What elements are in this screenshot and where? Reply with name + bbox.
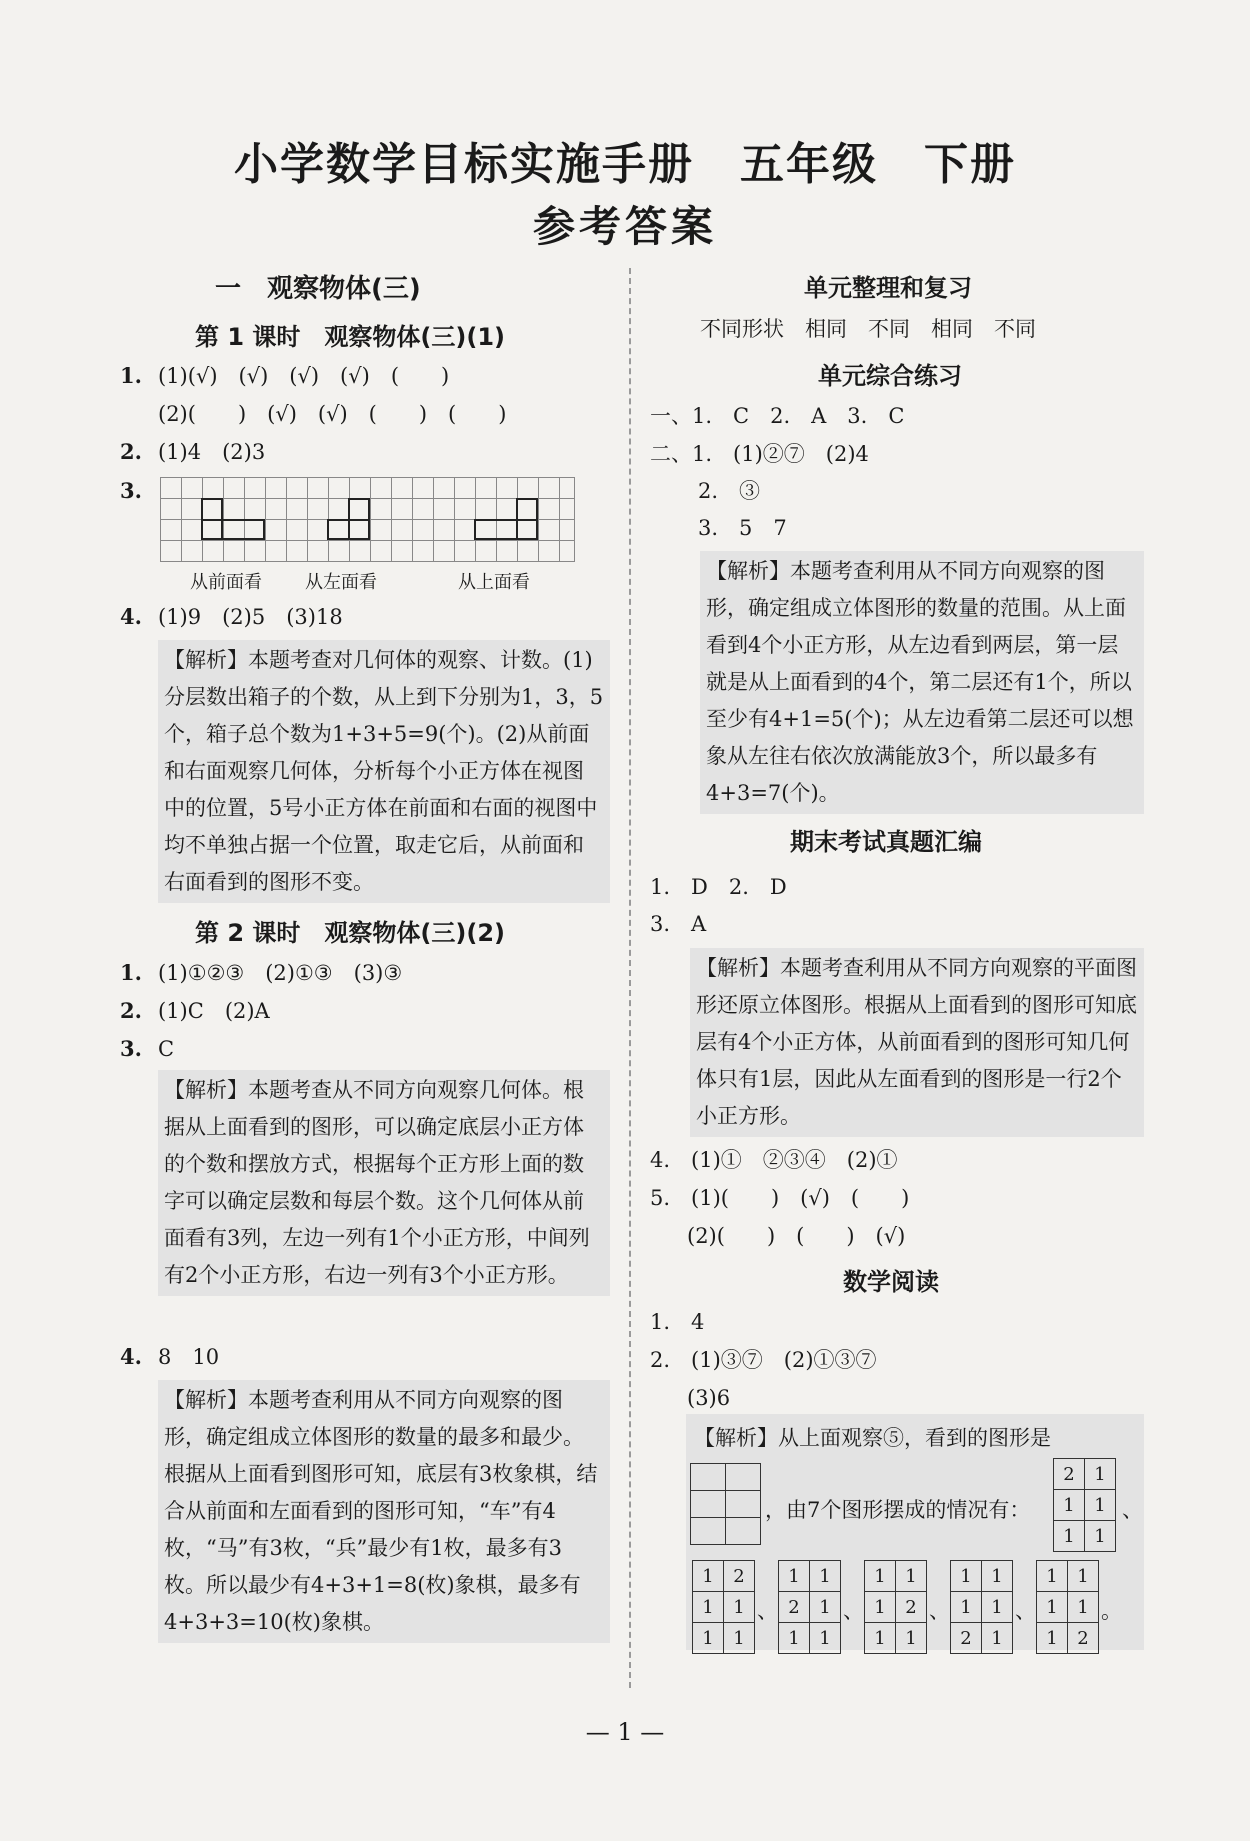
grid-3-cell: 1 <box>865 1592 896 1623</box>
grid-3-cell: 1 <box>896 1561 927 1592</box>
l1-q4-answer: (1)9 (2)5 (3)18 <box>158 605 343 629</box>
grid-5-cell: 1 <box>1037 1592 1068 1623</box>
arrangement-grid-1 <box>692 1560 755 1654</box>
grid-1-cell: 1 <box>724 1623 755 1654</box>
l1-q4-explanation: 【解析】本题考查对几何体的观察、计数。(1)分层数出箱子的个数，从上到下分别为1，3，5个，箱子总个数为1+3+5=9(个)。(2)从前面和右面观察几何体，分析每个小正方体在视图中的位置，5号小正方体在前面和右面的视图中均不单独占据一个位置，取走它后，从前面和右面看到的图形不变。 <box>158 640 610 903</box>
grid-3-cell: 1 <box>896 1623 927 1654</box>
grid-main-cell: 1 <box>1085 1490 1116 1521</box>
reading-q2: 2. (1)③⑦ (2)①③⑦ <box>650 1348 877 1372</box>
grid-separator-4: 、 <box>1015 1599 1036 1623</box>
lesson2-title: 第 2 课时 观察物体(三)(2) <box>195 919 505 947</box>
grid-4-cell: 1 <box>982 1623 1013 1654</box>
l2-q3-explanation: 【解析】本题考查从不同方向观察几何体。根据从上面看到的图形，可以确定底层小正方体的个数和摆放方式，根据每个正方形上面的数字可以确定层数和每层个数。这个几何体从前面看有3列，左边一列有1个小正方形，中间列有2个小正方形，右边一列有3个小正方形。 <box>158 1070 610 1296</box>
grid-main-cell: 1 <box>1085 1459 1116 1490</box>
page-number: — 1 — <box>585 1718 665 1746</box>
grid-main-cell: 1 <box>1054 1521 1085 1552</box>
grid-4-cell: 1 <box>982 1592 1013 1623</box>
grid-4-cell: 1 <box>982 1561 1013 1592</box>
grid-main-cell: 1 <box>1054 1490 1085 1521</box>
lesson1-title: 第 1 课时 观察物体(三)(1) <box>195 323 505 351</box>
grid-separator-2: 、 <box>843 1599 864 1623</box>
review-title: 单元整理和复习 <box>804 274 972 302</box>
l2-q3-answer: C <box>158 1037 175 1061</box>
l2-q2-answer: (1)C (2)A <box>158 999 270 1023</box>
grid-5-cell: 1 <box>1037 1623 1068 1654</box>
grid-2-cell: 2 <box>779 1592 810 1623</box>
exam-q1-2: 1. D 2. D <box>650 875 787 899</box>
review-answers: 不同形状 相同 不同 相同 不同 <box>700 317 1036 341</box>
grid-separator-0: 、 <box>1122 1498 1143 1522</box>
grid-2-cell: 1 <box>810 1561 841 1592</box>
grid-3-cell: 2 <box>896 1592 927 1623</box>
grid-2-cell: 1 <box>779 1623 810 1654</box>
grid-separator-1: 、 <box>757 1599 778 1623</box>
grid-2-cell: 1 <box>810 1623 841 1654</box>
caption-top: 从上面看 <box>458 572 530 593</box>
arrangement-grid-4 <box>950 1560 1013 1654</box>
grid-5-cell: 1 <box>1037 1561 1068 1592</box>
section-title: 一 观察物体(三) <box>215 274 421 304</box>
l2-q3-number: 3. <box>120 1036 142 1061</box>
top-view-shape-b <box>474 519 538 540</box>
practice-part2-q2: 2. ③ <box>698 479 761 503</box>
reading-q1: 1. 4 <box>650 1310 705 1334</box>
grid-4-cell: 2 <box>951 1623 982 1654</box>
grid-main-cell: 2 <box>1054 1459 1085 1490</box>
practice-part1: 一、1. C 2. A 3. C <box>650 404 905 428</box>
l1-q1-number: 1. <box>120 363 142 388</box>
top-view-figure <box>690 1463 761 1545</box>
grid-end: 。 <box>1101 1599 1122 1623</box>
exam-explanation: 【解析】本题考查利用从不同方向观察的平面图形还原立体图形。根据从上面看到的图形可知底层有4个小正方体，从前面看到的图形可知几何体只有1层，因此从左面看到的图形是一行2个小正方形。 <box>690 948 1144 1137</box>
exam-q4: 4. (1)① ②③④ (2)① <box>650 1148 898 1172</box>
l2-q4-explanation: 【解析】本题考查利用从不同方向观察的图形，确定组成立体图形的数量的最多和最少。根据从上面看到图形可知，底层有3枚象棋，结合从前面和左面看到的图形可知，“车”有4枚，“马”有3枚，“兵”最少有1枚，最多有3枚。所以最少有4+3+1=8(枚)象棋，最多有4+3+3=10(枚)象棋。 <box>158 1380 610 1643</box>
l2-q4-number: 4. <box>120 1344 142 1369</box>
reading-explanation-start: 【解析】从上面观察⑤，看到的图形是 <box>694 1426 1051 1450</box>
reading-q2-3: (3)6 <box>687 1386 731 1410</box>
arrangement-grid-5 <box>1036 1560 1099 1654</box>
caption-left: 从左面看 <box>305 572 377 593</box>
practice-explanation: 【解析】本题考查利用从不同方向观察的图形，确定组成立体图形的数量的范围。从上面看到4个小正方形，从左边看到两层，第一层就是从上面看到的4个，第二层还有1个，所以至少有4+1=5(个)；从左边看第二层还可以想象从左往右依次放满能放3个，所以最多有4+3=7(个)。 <box>700 551 1144 814</box>
page-title: 小学数学目标实施手册 五年级 下册 <box>234 139 1016 190</box>
grid-1-cell: 1 <box>693 1561 724 1592</box>
grid-1-cell: 2 <box>724 1561 755 1592</box>
l1-q1-line2: (2)( ) (√) (√) ( ) ( ) <box>158 402 507 426</box>
l1-q2-number: 2. <box>120 439 142 464</box>
caption-front: 从前面看 <box>190 572 262 593</box>
exam-q3: 3. A <box>650 912 707 936</box>
grid-5-cell: 2 <box>1068 1623 1099 1654</box>
grid-main-cell: 1 <box>1085 1521 1116 1552</box>
column-divider <box>629 268 631 1688</box>
l2-q4-answer: 8 10 <box>158 1345 220 1369</box>
grid-separator-3: 、 <box>929 1599 950 1623</box>
grid-1-cell: 1 <box>693 1592 724 1623</box>
reading-explanation-mid: ，由7个图形摆成的情况有： <box>765 1498 1031 1522</box>
front-view-shape-b <box>201 519 265 540</box>
page-subtitle: 参考答案 <box>532 202 717 251</box>
grid-2-cell: 1 <box>810 1592 841 1623</box>
practice-title: 单元综合练习 <box>818 362 962 390</box>
grid-5-cell: 1 <box>1068 1592 1099 1623</box>
l2-q1-answer: (1)①②③ (2)①③ (3)③ <box>158 961 403 985</box>
grid-1-cell: 1 <box>693 1623 724 1654</box>
practice-part2-q3: 3. 5 7 <box>698 516 787 540</box>
grid-4-cell: 1 <box>951 1592 982 1623</box>
arrangement-grid-3 <box>864 1560 927 1654</box>
grid-3-cell: 1 <box>865 1623 896 1654</box>
grid-2-cell: 1 <box>779 1561 810 1592</box>
grid-5-cell: 1 <box>1068 1561 1099 1592</box>
grid-4-cell: 1 <box>951 1561 982 1592</box>
l2-q1-number: 1. <box>120 960 142 985</box>
exam-q5-line2: (2)( ) ( ) (√) <box>687 1224 906 1248</box>
arrangement-grid-main <box>1053 1458 1116 1552</box>
grid-3-cell: 1 <box>865 1561 896 1592</box>
grid-1-cell: 1 <box>724 1592 755 1623</box>
exam-title: 期末考试真题汇编 <box>790 828 982 856</box>
l1-q2-answer: (1)4 (2)3 <box>158 440 266 464</box>
l1-q1-line1: (1)(√) (√) (√) (√) ( ) <box>158 364 450 388</box>
practice-part2-q1: 二、1. (1)②⑦ (2)4 <box>650 442 869 466</box>
left-view-shape-b <box>327 519 370 540</box>
l1-q3-number: 3. <box>120 478 142 503</box>
exam-q5-line1: 5. (1)( ) (√) ( ) <box>650 1186 910 1210</box>
arrangement-grid-2 <box>778 1560 841 1654</box>
l1-q4-number: 4. <box>120 604 142 629</box>
reading-title: 数学阅读 <box>843 1268 939 1296</box>
l2-q2-number: 2. <box>120 998 142 1023</box>
